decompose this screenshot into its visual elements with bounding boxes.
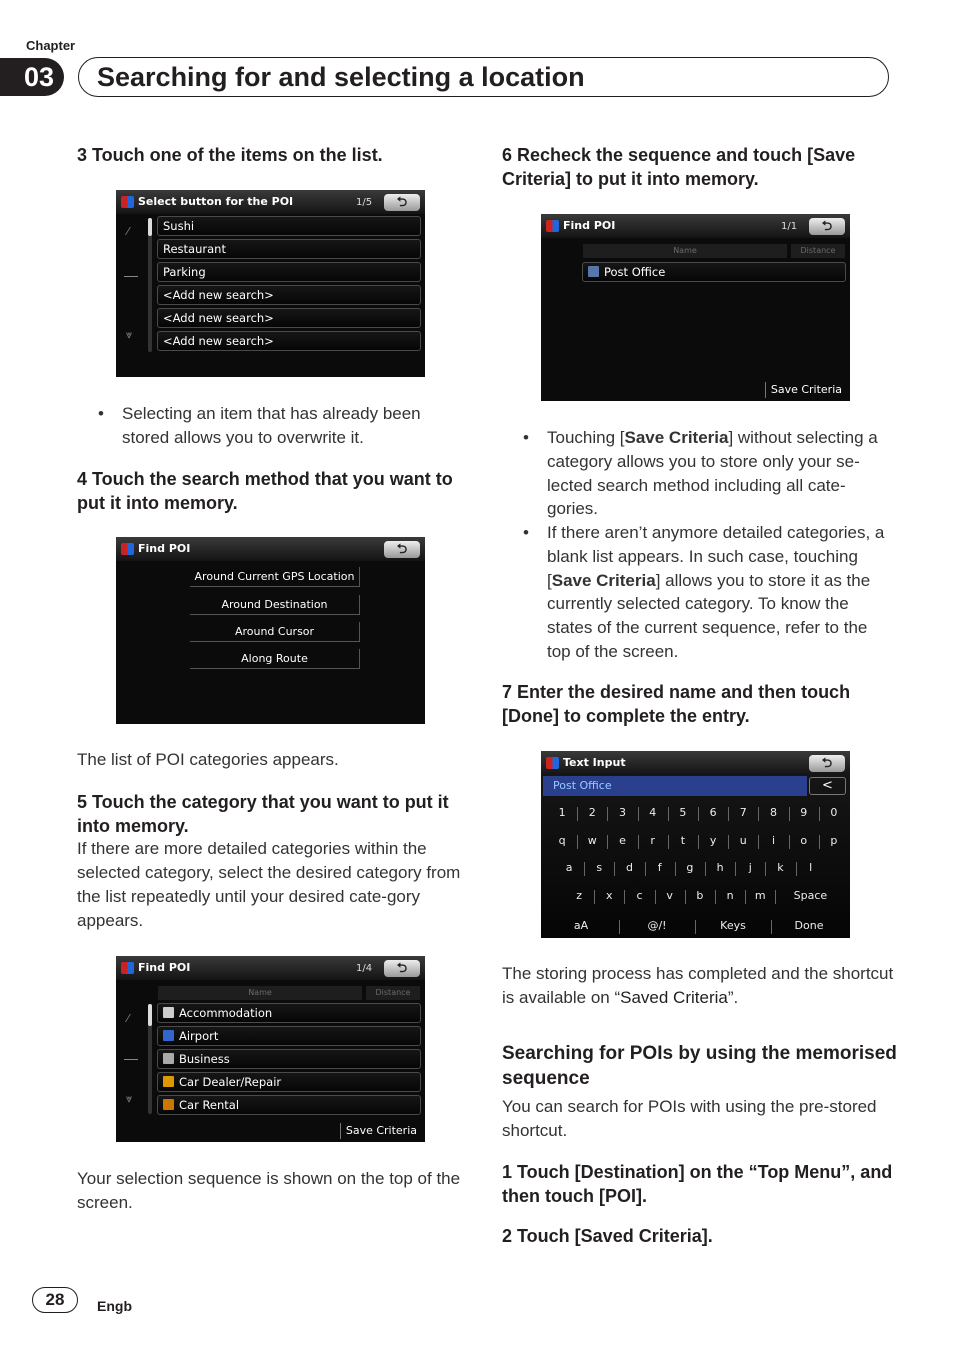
paragraph: The list of POI categories appears. xyxy=(77,750,339,769)
method-item[interactable]: Around Destination xyxy=(190,595,360,615)
chapter-title: Searching for and selecting a location xyxy=(78,57,889,97)
bed-icon xyxy=(163,1007,174,1018)
key-char[interactable]: f xyxy=(657,861,662,874)
building-icon xyxy=(163,1053,174,1064)
key-space[interactable]: Space xyxy=(793,889,828,902)
list-item[interactable]: Restaurant xyxy=(157,239,421,259)
bullet-text: ] without selecting a category allows you to store only your se-lected search method including all cate-gories. xyxy=(547,428,878,519)
screen-find-poi-categories xyxy=(116,956,425,1142)
bullet-text: ] allows you to store it as the currently selected category. To know the states of the current sequence, refer to the top of the screen. xyxy=(547,570,871,661)
screen-title: Find POI xyxy=(138,542,191,555)
key-char[interactable]: r xyxy=(650,834,655,847)
category-label: Airport xyxy=(179,1029,219,1043)
page-up-icon[interactable]: ⁄ xyxy=(127,225,129,238)
category-item[interactable] xyxy=(157,1095,421,1115)
screen-title: Find POI xyxy=(563,219,616,232)
post-office-icon xyxy=(588,266,599,277)
page-indicator: 1/1 xyxy=(781,221,798,232)
key-char[interactable]: y xyxy=(709,834,717,847)
step-1-heading: 1 Touch [Destination] on the “Top Menu”, and then touch [POI]. xyxy=(502,1162,893,1206)
category-item[interactable] xyxy=(157,1049,421,1069)
screen-title: Select button for the POI xyxy=(138,195,294,208)
key-char[interactable]: q xyxy=(558,834,566,847)
key-char[interactable]: u xyxy=(739,834,747,847)
category-item[interactable] xyxy=(157,1003,421,1023)
category-label: Accommodation xyxy=(179,1006,273,1020)
bullet-text: If there aren’t anymore detailed categories, a blank list appears. In such case, touching [ xyxy=(547,523,885,590)
column-name: Name xyxy=(158,986,362,1000)
paragraph: If there are more detailed categories within the selected category, select the desired category from the list repeatedly until your desired cate-gory appears. xyxy=(77,839,461,930)
key-char[interactable]: 1 xyxy=(558,806,566,819)
column-distance: Distance xyxy=(791,244,845,258)
key-char[interactable]: n xyxy=(726,889,734,902)
page-indicator: 1/4 xyxy=(356,963,373,974)
text: ”. xyxy=(727,988,739,1007)
page-down-icon[interactable]: ⩔ xyxy=(126,1092,133,1105)
step-2-heading: 2 Touch [Saved Criteria]. xyxy=(502,1226,713,1246)
bullet: • If there aren’t anymore detailed categories, a blank list appears. In such case, touching [Save Criteria] allows you to store it as the currently selected category. To know the states of the current sequence, refer to the top of the screen. xyxy=(523,523,885,661)
column-name: Name xyxy=(583,244,787,258)
car-rental-icon xyxy=(163,1099,174,1110)
save-criteria-button[interactable]: Save Criteria xyxy=(340,1123,421,1139)
list-item[interactable]: <Add new search> xyxy=(157,331,421,351)
screen-title: Text Input xyxy=(563,756,626,769)
key-char[interactable]: k xyxy=(777,861,784,874)
navi-icon xyxy=(546,757,559,769)
bullet: • Touching [Save Criteria] without selecting a category allows you to store only your se-lected search method including all cate-gories. xyxy=(523,428,878,519)
save-criteria-button[interactable]: Save Criteria xyxy=(765,382,846,398)
bold-text: Saved Criteria xyxy=(620,988,728,1007)
function-key[interactable]: Done xyxy=(794,919,824,932)
navi-icon xyxy=(121,543,134,555)
list-item[interactable]: <Add new search> xyxy=(157,285,421,305)
key-char[interactable]: j xyxy=(748,861,752,874)
key-char[interactable]: i xyxy=(771,834,776,847)
key-char[interactable]: h xyxy=(716,861,724,874)
step-3-heading: 3 Touch one of the items on the list. xyxy=(77,145,383,165)
chapter-number: 03 xyxy=(0,58,64,96)
key-char[interactable]: b xyxy=(696,889,704,902)
scroll-thumb[interactable] xyxy=(148,1004,152,1026)
category-item[interactable] xyxy=(157,1026,421,1046)
key-char[interactable]: m xyxy=(754,889,766,902)
paragraph: Your selection sequence is shown on the top of the screen. xyxy=(77,1169,461,1212)
airplane-icon xyxy=(163,1030,174,1041)
key-char[interactable]: 7 xyxy=(739,806,747,819)
key-char[interactable]: x xyxy=(606,889,613,902)
key-char[interactable]: 2 xyxy=(588,806,596,819)
key-char[interactable]: 0 xyxy=(830,806,838,819)
screen-find-poi-saved xyxy=(541,214,850,401)
method-item[interactable]: Along Route xyxy=(190,649,360,669)
list-item[interactable]: Sushi xyxy=(157,216,421,236)
method-item[interactable]: Around Current GPS Location xyxy=(190,567,360,587)
key-char[interactable]: p xyxy=(830,834,838,847)
key-char[interactable]: 9 xyxy=(800,806,808,819)
key-char[interactable]: l xyxy=(809,861,813,874)
category-label: Post Office xyxy=(604,265,666,279)
page-number: 28 xyxy=(32,1287,78,1313)
text-input-field[interactable]: Post Office xyxy=(543,776,807,796)
key-char[interactable]: z xyxy=(576,889,582,902)
scrollbar[interactable] xyxy=(148,218,152,352)
screen-title: Find POI xyxy=(138,961,191,974)
category-item[interactable] xyxy=(157,1072,421,1092)
back-button[interactable]: ⮌ xyxy=(809,218,845,235)
list-item[interactable]: <Add new search> xyxy=(157,308,421,328)
key-char[interactable]: t xyxy=(680,834,686,847)
key-char[interactable]: 5 xyxy=(679,806,687,819)
function-key[interactable]: Keys xyxy=(720,919,746,932)
back-button[interactable]: ⮌ xyxy=(384,194,420,211)
category-label: Business xyxy=(179,1052,230,1066)
scroll-middle-icon xyxy=(124,276,138,277)
key-char[interactable]: g xyxy=(686,861,694,874)
bullet: • Selecting an item that has already been stored allows you to overwrite it. xyxy=(98,404,421,447)
scroll-middle-icon xyxy=(124,1059,138,1060)
method-item[interactable]: Around Cursor xyxy=(190,622,360,642)
function-key[interactable]: @/! xyxy=(647,919,667,932)
step-5-heading: 5 Touch the category that you want to put it into memory. xyxy=(77,792,449,836)
navi-icon xyxy=(546,220,559,232)
key-char[interactable]: 6 xyxy=(709,806,717,819)
text: The storing process has completed and the shortcut is available on “ xyxy=(502,964,894,1007)
back-button[interactable]: ⮌ xyxy=(384,960,420,977)
key-char[interactable]: s xyxy=(596,861,603,874)
step-6-heading: 6 Recheck the sequence and touch [Save Criteria] to put it into memory. xyxy=(502,145,856,189)
category-label: Car Dealer/Repair xyxy=(179,1075,282,1089)
key-char[interactable]: 3 xyxy=(618,806,626,819)
column-distance: Distance xyxy=(366,986,420,1000)
navi-icon xyxy=(121,196,134,208)
key-char[interactable]: 4 xyxy=(649,806,657,819)
screen-select-button xyxy=(116,190,425,377)
back-button[interactable]: ⮌ xyxy=(384,541,420,558)
screen-find-poi-method xyxy=(116,537,425,724)
subsection-heading: Searching for POIs by using the memorised sequence xyxy=(502,1043,897,1089)
language-code: Engb xyxy=(97,1298,132,1314)
key-char[interactable]: a xyxy=(565,861,573,874)
key-char[interactable]: d xyxy=(625,861,633,874)
category-item[interactable] xyxy=(582,262,846,282)
scroll-thumb[interactable] xyxy=(148,218,152,236)
key-char[interactable]: c xyxy=(636,889,643,902)
screen-text-input xyxy=(541,751,850,938)
car-repair-icon xyxy=(163,1076,174,1087)
navi-icon xyxy=(121,962,134,974)
bullet-bold: Save Criteria xyxy=(624,428,729,447)
key-char[interactable]: w xyxy=(587,834,597,847)
function-key[interactable]: aA xyxy=(573,919,589,932)
step-7-heading: 7 Enter the desired name and then touch [Done] to complete the entry. xyxy=(502,682,851,726)
paragraph xyxy=(502,962,897,1010)
page-indicator: 1/5 xyxy=(356,197,373,208)
bullet-text: Touching [ xyxy=(547,428,625,447)
page-up-icon[interactable]: ⁄ xyxy=(127,1012,129,1025)
chapter-label: Chapter xyxy=(26,38,76,53)
bullet-text: Selecting an item that has already been stored allows you to overwrite it. xyxy=(122,404,421,447)
key-char[interactable]: o xyxy=(800,834,808,847)
category-label: Car Rental xyxy=(179,1098,240,1112)
back-button[interactable]: ⮌ xyxy=(809,755,845,772)
step-4-heading: 4 Touch the search method that you want to put it into memory. xyxy=(77,469,453,513)
backspace-button[interactable]: < xyxy=(809,777,846,795)
key-char[interactable]: v xyxy=(666,889,673,902)
key-char[interactable]: e xyxy=(619,834,626,847)
key-char[interactable]: 8 xyxy=(769,806,777,819)
bullet-bold: Save Criteria xyxy=(551,570,656,590)
page-down-icon[interactable]: ⩔ xyxy=(126,328,133,341)
paragraph: You can search for POIs with using the pre-stored shortcut. xyxy=(502,1097,877,1140)
list-item[interactable]: Parking xyxy=(157,262,421,282)
